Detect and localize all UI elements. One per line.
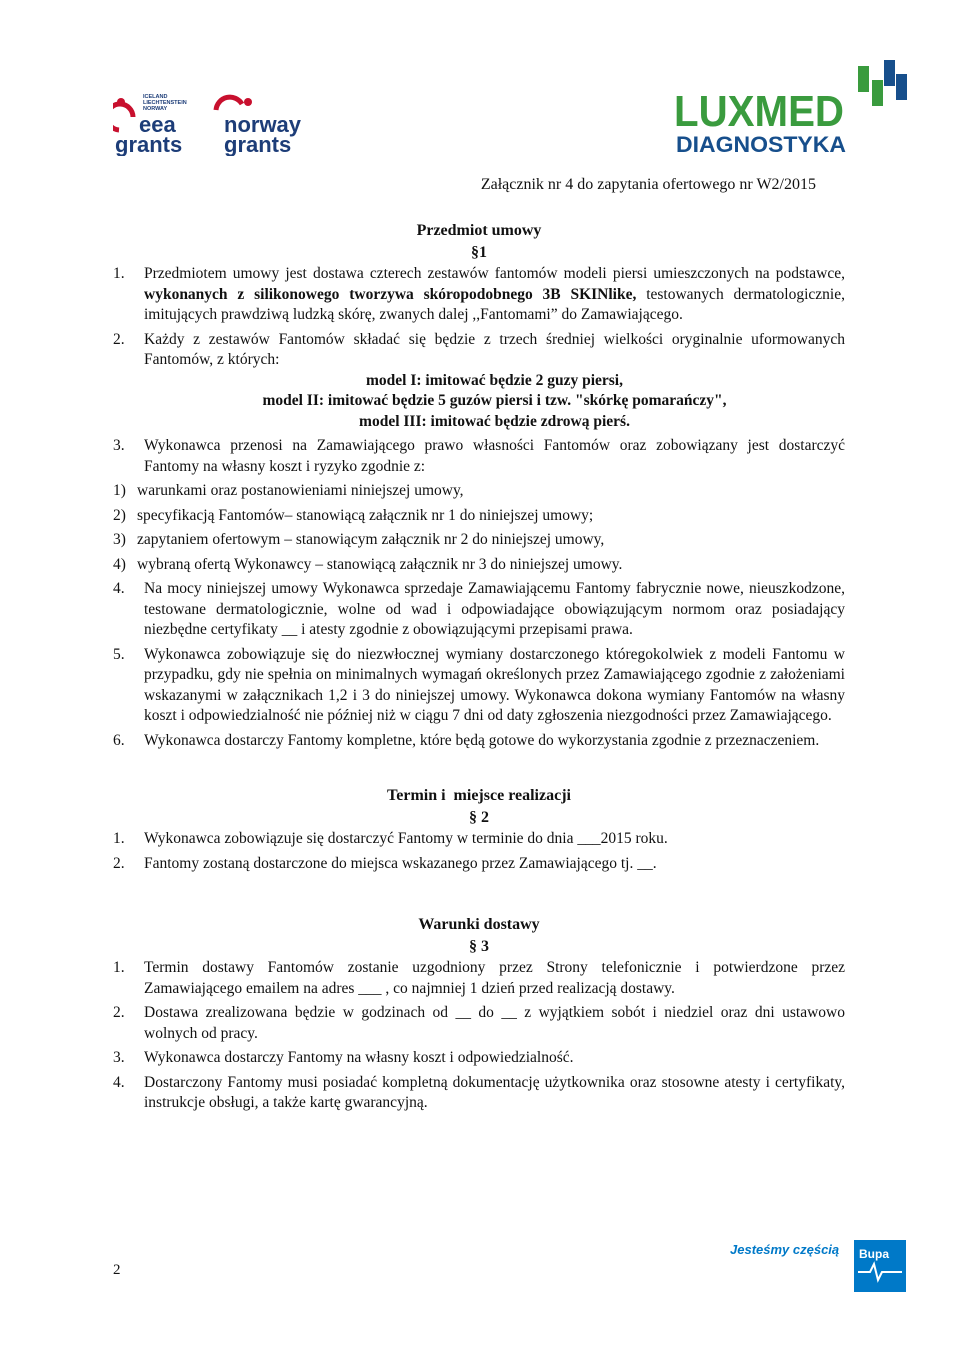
item-number: 5.	[113, 645, 125, 663]
luxmed-word: LUXMED	[674, 87, 844, 136]
bupa-logo	[728, 1236, 910, 1296]
list-item	[113, 330, 845, 433]
sub-list-item	[108, 530, 845, 551]
item-text: Na mocy niniejszej umowy Wykonawca sprzedaje Zamawiającemu Fantomy fabrycznie nowe, nieuszkodzone, testowane dermatologicznie, wolne od wad i odpowiadające obowiązującym normom oraz posiadający niezbędne certyfikaty __ i atesty zgodnie z obowiązującymi przepisami prawa.	[144, 580, 845, 638]
list-item	[113, 645, 845, 727]
item-text: Wykonawca przenosi na Zamawiającego prawo własności Fantomów oraz zobowiązany jest dostarczyć Fantomy na własny koszt i ryzyko zgodnie z:	[144, 437, 845, 475]
norway-word: norway	[224, 112, 302, 137]
document-body	[113, 220, 845, 1118]
item-text: Każdy z zestawów Fantomów składać się będzie z trzech średniej wielkości oryginalnie uformowanych Fantomów, z których:	[144, 330, 845, 368]
item-text: Wykonawca zobowiązuje się dostarczyć Fantomy w terminie do dnia ___2015 roku.	[144, 830, 668, 847]
luxmed-cross-icon	[858, 60, 907, 106]
item-bold-text: wykonanych z silikonowego tworzywa skóropodobnego 3B SKINlike,	[144, 285, 637, 303]
section-3-paragraph-mark: § 3	[469, 938, 489, 955]
item-text: Wykonawca dostarczy Fantomy na własny koszt i odpowiedzialność.	[144, 1049, 574, 1066]
list-item	[113, 731, 845, 752]
diagnostyka-word: DIAGNOSTYKA	[676, 132, 847, 157]
norway-grants-word: grants	[224, 132, 292, 156]
item-text: Przedmiotem umowy jest dostawa czterech zestawów fantomów modeli piersi umieszczonych na podstawce,	[144, 265, 845, 282]
sub-list-item	[108, 506, 845, 527]
norway-grants-logo	[212, 92, 322, 156]
list-item	[113, 1073, 845, 1114]
item-text: Wykonawca dostarczy Fantomy kompletne, które będą gotowe do wykorzystania zgodnie z przeznaczeniem.	[144, 731, 820, 749]
model-2-text: model II: imitować będzie 5 guzów piersi i tzw. "skórkę pomarańczy",	[262, 392, 727, 409]
sub-list-item	[108, 481, 845, 502]
eea-country-3: NORWAY	[143, 106, 168, 112]
section-1-list-cont	[113, 579, 845, 751]
list-item	[113, 829, 845, 850]
item-number: 2.	[113, 1004, 125, 1021]
item-text: testowanych dermatologicznie, imitujących prawdziwą ludzką skórę, zwanych dalej ,,Fantomami” do Zamawiającego.	[144, 285, 845, 323]
list-item	[113, 1003, 845, 1044]
eea-country-1: ICELAND	[143, 94, 168, 100]
item-number: 4.	[113, 580, 125, 597]
list-item	[113, 958, 845, 999]
eea-grants-word: grants	[115, 132, 183, 156]
eea-arc-icon	[113, 104, 133, 130]
eea-grants-logo	[113, 90, 223, 156]
sub-item-text: zapytaniem ofertowym – stanowiącym załącznik nr 2 do niniejszej umowy,	[137, 531, 605, 548]
annex-title: Załącznik nr 4 do zapytania ofertowego nr W2/2015	[480, 176, 816, 193]
item-number: 3.	[113, 437, 125, 454]
sub-item-number: 3)	[113, 531, 126, 548]
section-1-list	[113, 264, 845, 575]
section-1-heading: Przedmiot umowy	[416, 222, 542, 239]
item-text: Wykonawca zobowiązuje się do niezwłocznej wymiany dostarczonego któregokolwiek z modeli Fantomu w przypadku, gdy nie spełnia on minimalnych wymagań określonych przez Zamawiającego zgodnie z założeniami wskazanymi w załącznikach 1,2 i 3 do niniejszej umowy. Wykonawca dokona wymiany Fantomów na własny koszt i odpowiedzialność nie później niż w ciągu 7 dni od daty zgłoszenia niezgodności przez Zamawiającego.	[144, 645, 845, 724]
sub-item-number: 2)	[113, 506, 126, 524]
item-text: Fantomy zostaną dostarczone do miejsca wskazanego przez Zamawiającego tj. __.	[144, 854, 657, 872]
item-number: 1.	[113, 959, 125, 976]
list-item	[113, 1048, 845, 1069]
sub-item-text: warunkami oraz postanowieniami niniejszej umowy,	[137, 482, 464, 499]
eea-word: eea	[139, 112, 176, 137]
bupa-brand: Bupa	[859, 1247, 889, 1261]
sub-item-number: 4)	[113, 555, 126, 573]
sub-list-item	[108, 555, 845, 576]
item-number: 1.	[113, 830, 125, 847]
norway-arc-icon	[216, 97, 242, 110]
section-2-paragraph-mark: § 2	[469, 809, 489, 826]
sub-item-number: 1)	[113, 482, 126, 499]
sub-item-text: wybraną ofertą Wykonawcy – stanowiącą załącznik nr 3 do niniejszej umowy.	[137, 555, 623, 573]
bupa-slogan: Jesteśmy częścią	[730, 1242, 840, 1257]
model-1-text: model I: imitować będzie 2 guzy piersi,	[365, 371, 623, 389]
section-2-list	[113, 829, 845, 874]
item-number: 3.	[113, 1049, 125, 1066]
item-text: Termin dostawy Fantomów zostanie uzgodniony przez Strony telefonicznie i potwierdzone przez Zamawiającego emailem na adres ___ , co najmniej 1 dzień przed realizacją dostawy.	[144, 959, 845, 997]
list-item	[113, 579, 845, 641]
section-3-heading: Warunki dostawy	[418, 916, 540, 933]
item-text: Dostarczony Fantomy musi posiadać kompletną dokumentację użytkownika oraz stosowne atesty i certyfikaty, instrukcje obsługi, a także kartę gwarancyjną.	[144, 1073, 845, 1111]
section-1-paragraph-mark: §1	[471, 244, 487, 261]
section-3-list	[113, 958, 845, 1114]
item-number: 1.	[113, 265, 125, 282]
sub-list	[108, 481, 845, 575]
eea-country-2: LIECHTENSTEIN	[143, 100, 187, 106]
item-number: 2.	[113, 854, 125, 872]
model-3-text: model III: imitować będzie zdrową pierś.	[359, 412, 630, 430]
item-text: Dostawa zrealizowana będzie w godzinach od __ do __ z wyjątkiem sobót i niedziel oraz dni ustawowo wolnych od pracy.	[144, 1004, 845, 1042]
item-number: 4.	[113, 1073, 125, 1091]
section-2-heading: Termin i miejsce realizacji	[387, 787, 571, 804]
page-number: 2	[113, 1262, 121, 1278]
sub-item-text: specyfikacją Fantomów– stanowiącą załącznik nr 1 do niniejszej umowy;	[137, 506, 594, 524]
list-item	[113, 436, 845, 575]
luxmed-logo	[672, 58, 912, 158]
list-item	[113, 854, 845, 875]
list-item	[113, 264, 845, 326]
item-number: 6.	[113, 731, 125, 749]
item-number: 2.	[113, 330, 125, 348]
